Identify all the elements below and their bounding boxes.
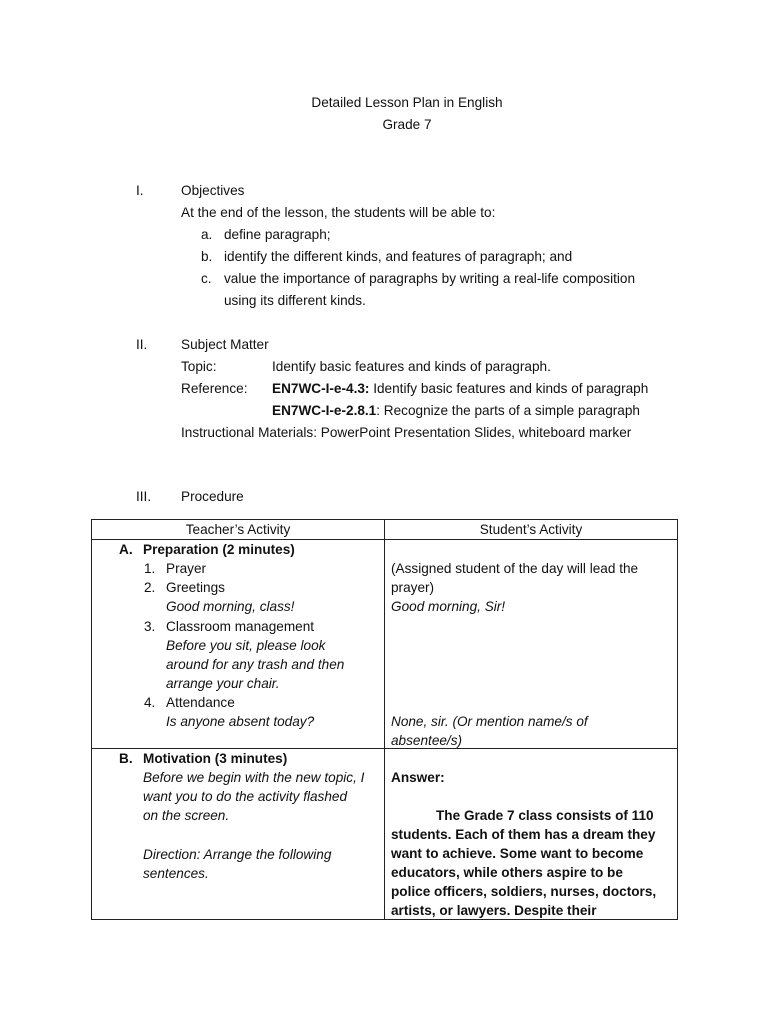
teacher-line: sentences. (143, 866, 209, 881)
substep-label: Attendance (166, 695, 235, 710)
preparation-student-cell (385, 540, 678, 749)
instructional-materials: Instructional Materials: PowerPoint Presentation Slides, whiteboard marker (181, 425, 632, 440)
topic-label: Topic: (181, 359, 217, 374)
teacher-line: Before we begin with the new topic, I (143, 770, 365, 785)
student-line: (Assigned student of the day will lead the (391, 561, 639, 576)
table-row (92, 749, 678, 920)
reference-code: EN7WC-I-e-4.3: (272, 381, 370, 396)
reference-2 (272, 400, 640, 422)
reference-1 (272, 378, 648, 400)
objectives-heading: Objectives (181, 183, 245, 198)
preparation-teacher-cell (92, 540, 385, 749)
section-number-objectives: I. (136, 183, 144, 198)
teacher-line: arrange your chair. (166, 676, 280, 691)
student-line: prayer) (391, 580, 435, 595)
answer-line: artists, or lawyers. Despite their (391, 903, 597, 918)
answer-line: The Grade 7 class consists of 110 (436, 808, 654, 823)
table-row (92, 540, 678, 749)
motivation-teacher-cell (92, 749, 385, 920)
substep-number: 4. (144, 695, 156, 710)
objective-marker: b. (201, 249, 213, 264)
objective-item-continued: using its different kinds. (224, 293, 366, 308)
substep-label: Prayer (166, 561, 207, 576)
topic-value: Identify basic features and kinds of paragraph. (272, 359, 551, 374)
substep-label: Classroom management (166, 619, 315, 634)
grade-label: Grade 7 (382, 117, 432, 132)
objective-item: value the importance of paragraphs by writing a real-life composition (224, 271, 636, 286)
substep-label: Greetings (166, 580, 225, 595)
objective-item: identify the different kinds, and features of paragraph; and (224, 249, 573, 264)
student-line: Good morning, Sir! (391, 599, 506, 614)
teacher-line: Before you sit, please look (166, 638, 326, 653)
answer-line: want to achieve. Some want to become (391, 846, 644, 861)
teacher-activity-header: Teacher’s Activity (92, 520, 385, 540)
answer-label: Answer: (391, 770, 445, 785)
teacher-line: want you to do the activity flashed (143, 789, 348, 804)
section-number-procedure: III. (136, 489, 152, 504)
preparation-title: Preparation (2 minutes) (143, 542, 295, 557)
reference-code: EN7WC-I-e-2.8.1 (272, 403, 377, 418)
answer-line: police officers, soldiers, nurses, doctors, (391, 884, 657, 899)
objective-marker: c. (201, 271, 212, 286)
procedure-table (91, 519, 678, 920)
teacher-line: Is anyone absent today? (166, 714, 315, 729)
motivation-title: Motivation (3 minutes) (143, 751, 288, 766)
reference-label: Reference: (181, 381, 248, 396)
step-marker: B. (119, 751, 133, 766)
objectives-intro: At the end of the lesson, the students will be able to: (181, 205, 496, 220)
substep-number: 3. (144, 619, 156, 634)
subject-heading: Subject Matter (181, 337, 269, 352)
student-activity-header: Student’s Activity (385, 520, 678, 540)
reference-text: Identify basic features and kinds of paragraph (369, 381, 649, 396)
section-number-subject: II. (136, 337, 148, 352)
procedure-heading: Procedure (181, 489, 244, 504)
teacher-line: around for any trash and then (166, 657, 345, 672)
substep-number: 1. (144, 561, 156, 576)
substep-number: 2. (144, 580, 156, 595)
table-header-row (92, 520, 678, 540)
motivation-student-cell (385, 749, 678, 920)
teacher-line: Direction: Arrange the following (143, 847, 332, 862)
step-marker: A. (119, 542, 133, 557)
teacher-line: on the screen. (143, 808, 230, 823)
student-line: absentee/s) (391, 733, 463, 748)
teacher-line: Good morning, class! (166, 599, 295, 614)
document-title: Detailed Lesson Plan in English (311, 95, 503, 110)
answer-line: educators, while others aspire to be (391, 865, 623, 880)
objective-item: define paragraph; (224, 227, 331, 242)
student-line: None, sir. (Or mention name/s of (391, 714, 588, 729)
objective-marker: a. (201, 227, 213, 242)
reference-text: : Recognize the parts of a simple paragraph (376, 403, 640, 418)
answer-line: students. Each of them has a dream they (391, 827, 656, 842)
